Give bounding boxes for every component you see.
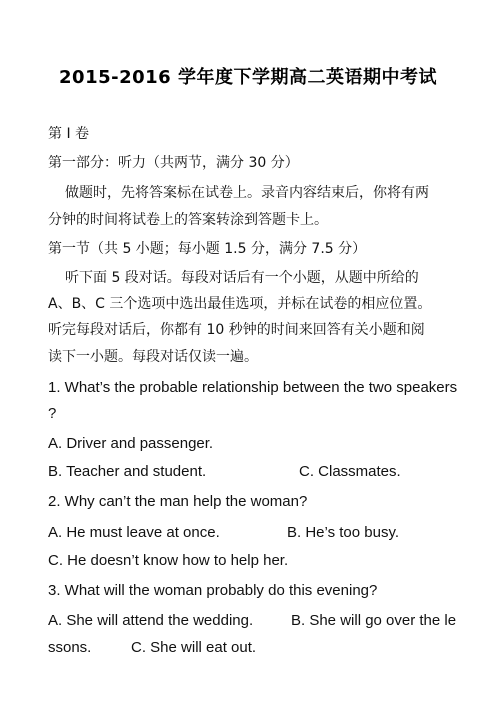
question-2-option-c: C. He doesn’t know how to help her. [48,552,289,569]
question-3-option-b-cont: ssons. [48,639,92,656]
question-1-option-b: B. Teacher and student. [48,463,207,480]
question-3-text: 3. What will the woman probably do this evening? [48,582,378,599]
exam-title: 2015-2016 学年度下学期高二英语期中考试 [59,67,437,88]
section1-instruction-line: 听下面 5 段对话。每段对话后有一个小题，从题中所给的 [65,270,419,286]
part1-instruction-line: 做题时，先将答案标在试卷上。录音内容结束后，你将有两 [65,185,429,201]
section1-instruction-line: 听完每段对话后，你都有 10 秒钟的时间来回答有关小题和阅 [48,322,425,338]
question-2-text: 2. Why can’t the man help the woman? [48,493,308,510]
section1-heading: 第一节（共 5 小题；每小题 1.5 分，满分 7.5 分） [48,241,367,257]
question-2-option-a: A. He must leave at once. [48,524,220,541]
question-1-text-cont: ? [48,405,57,422]
question-3-option-c: C. She will eat out. [131,639,257,656]
volume-label: 第 I 卷 [48,126,90,142]
part1-heading: 第一部分：听力（共两节，满分 30 分） [48,155,299,171]
part1-instruction-line: 分钟的时间将试卷上的答案转涂到答题卡上。 [48,212,328,228]
section1-instruction-line: A、B、C 三个选项中选出最佳选项，并标在试卷的相应位置。 [48,296,432,312]
question-2-option-b: B. He’s too busy. [287,524,400,541]
question-1-option-a: A. Driver and passenger. [48,435,214,452]
question-3-option-a: A. She will attend the wedding. [48,612,254,629]
question-1-text: 1. What’s the probable relationship between the two speakers [48,379,458,396]
section1-instruction-line: 读下一小题。每段对话仅读一遍。 [48,349,258,365]
question-1-option-c: C. Classmates. [299,463,401,480]
question-3-option-b: B. She will go over the le [291,612,457,629]
